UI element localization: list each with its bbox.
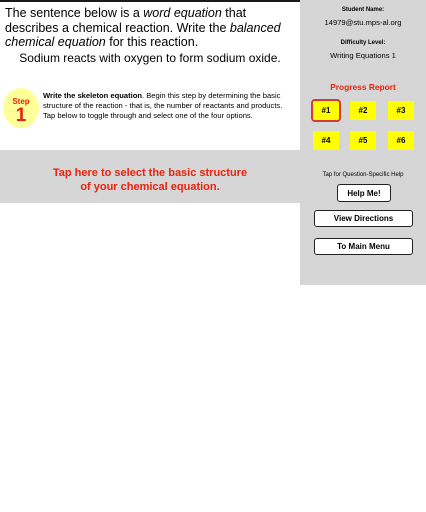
structure-selector-label[interactable]	[0, 167, 300, 194]
selector-line-1: Tap here to select the basic structure	[52, 167, 248, 179]
question-button-6[interactable]: #6	[388, 131, 414, 150]
top-divider	[0, 0, 300, 2]
word-equation-text: Sodium reacts with oxygen to form sodium oxide.	[19, 51, 281, 65]
instruction-paragraph	[5, 6, 297, 50]
main-menu-button[interactable]: To Main Menu	[314, 238, 413, 255]
step-heading: Write the skeleton equation	[43, 91, 143, 100]
step-number: 1	[15, 105, 27, 126]
intro-term-word-equation: word equation	[143, 6, 222, 20]
difficulty-value: Writing Equations 1	[330, 51, 396, 60]
step-label: Step	[12, 97, 30, 106]
selector-line-2: of your chemical equation.	[80, 180, 220, 193]
step-body: . Begin this step by determining the basic structure of the reaction - that is, the number of reactants and products. Tap below to toggle through and select one of the four options.	[43, 91, 283, 120]
question-button-1[interactable]: #1	[311, 99, 341, 122]
question-button-4[interactable]: #4	[313, 131, 339, 150]
difficulty-label: Difficulty Level:	[340, 40, 386, 46]
help-hint: Tap for Question-Specific Help	[322, 172, 404, 178]
intro-text: for this reaction.	[105, 35, 199, 49]
student-name-value: 14979@stu.mps-al.org	[324, 18, 402, 27]
question-button-2[interactable]: #2	[350, 101, 376, 120]
progress-report-title: Progress Report	[330, 82, 396, 92]
intro-text: that describes a chemical reaction. Write the	[5, 6, 247, 35]
step-badge	[3, 88, 39, 128]
help-me-button[interactable]: Help Me!	[337, 184, 391, 202]
intro-term-balanced-equation: balanced chemical equation	[5, 20, 281, 49]
sidebar-panel	[300, 0, 426, 285]
step-instructions	[43, 91, 293, 121]
question-button-5[interactable]: #5	[350, 131, 376, 150]
intro-text: The sentence below is a	[5, 6, 144, 20]
question-button-3[interactable]: #3	[388, 101, 414, 120]
student-name-label: Student Name:	[341, 7, 385, 13]
view-directions-button[interactable]: View Directions	[314, 210, 413, 227]
